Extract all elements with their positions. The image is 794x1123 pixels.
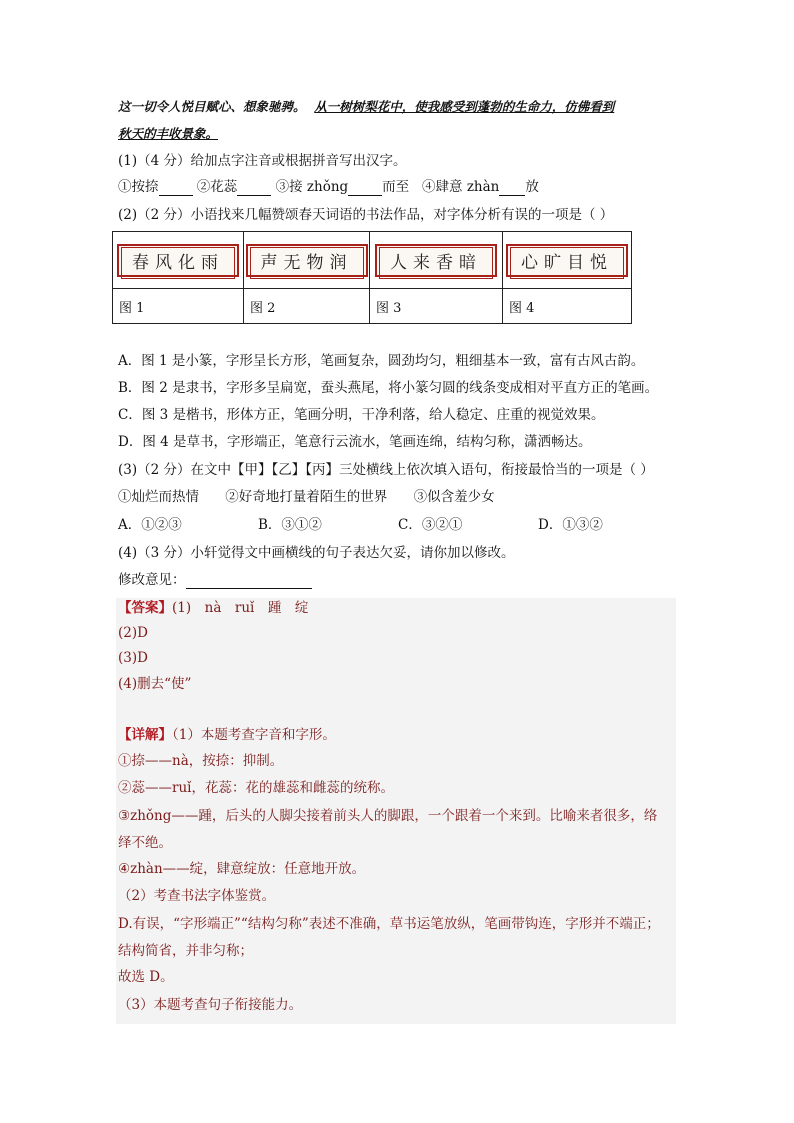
- detail-tag: 【详解】: [118, 727, 172, 743]
- caption-2: 图 2: [244, 289, 370, 324]
- detail-section-2-line-3: 故选 D。: [118, 969, 174, 985]
- detail-point-4: ④zhàn——绽，肆意绽放：任意地开放。: [118, 861, 366, 877]
- q3-option-c: C．③②①: [398, 517, 463, 533]
- q1-item-4-tail: 放: [525, 179, 539, 195]
- passage-line-1: [118, 98, 614, 116]
- q3-options: [118, 516, 603, 534]
- q1-item-3-tail: 而至: [382, 179, 410, 195]
- q2-option-a: A．图 1 是小篆，字形呈长方形，笔画复杂，圆劲均匀，粗细基本一致，富有古风古韵。: [118, 353, 645, 369]
- answer-3: (3)D: [118, 650, 148, 666]
- detail-point-3: ③zhǒng——踵，后头的人脚尖接着前头人的脚跟，一个跟着一个来到。比喻来者很多，络: [118, 808, 658, 824]
- detail-point-2: ②蕊——ruǐ，花蕊：花的雄蕊和雌蕊的统称。: [118, 780, 394, 796]
- answer-1: (1) nà ruǐ 踵 绽: [172, 600, 309, 616]
- q3-option-b: B．③①②: [258, 517, 322, 533]
- q3-choice-3: ③似含羞少女: [413, 489, 495, 505]
- answer-4: (4)删去“使”: [118, 676, 192, 692]
- q3-option-a: A．①②③: [118, 517, 182, 533]
- detail-section-3: （3）本题考查句子衔接能力。: [118, 997, 303, 1013]
- detail-point-1: ①捺——nà，按捺：抑制。: [118, 753, 284, 769]
- calligraphy-table: [112, 231, 632, 324]
- q1-items: [118, 178, 539, 196]
- calligraphy-image-1: 春风化雨: [113, 232, 244, 289]
- caption-3: 图 3: [370, 289, 503, 324]
- detail-intro: （1）本题考查字音和字形。: [172, 727, 336, 743]
- q2-stem: (2)（2 分）小语找来几幅赞颂春天词语的书法作品，对字体分析有误的一项是（ ）: [118, 207, 614, 223]
- passage-plain-text: 这一切令人悦目赋心、想象驰骋。: [118, 99, 306, 114]
- answer-2: (2)D: [118, 625, 148, 641]
- caption-4: 图 4: [503, 289, 632, 324]
- q3-option-d: D．①③②: [538, 517, 603, 533]
- q1-blank-2[interactable]: [237, 181, 271, 196]
- detail-section-2-line-1: D.有误，“字形端正”“结构匀称”表述不准确，草书运笔放纵，笔画带钩连，字形并不端正；: [118, 916, 660, 932]
- q1-stem: (1)（4 分）给加点字注音或根据拼音写出汉字。: [118, 153, 407, 169]
- detail-point-3-cont: 绎不绝。: [118, 835, 172, 851]
- detail-section-2-line-2: 结构简省，并非匀称；: [118, 943, 253, 959]
- calligraphy-image-4: 心旷目悦: [503, 232, 632, 289]
- q2-option-b: B．图 2 是隶书，字形多呈扁宽，蚕头燕尾，将小篆匀圆的线条变成相对平直方正的笔画。: [118, 380, 659, 396]
- q3-choice-1: ①灿烂而热情: [118, 489, 199, 505]
- caption-1: 图 1: [113, 289, 244, 324]
- q1-item-1: ①按捺: [118, 179, 159, 195]
- answer-tag: 【答案】: [118, 600, 172, 616]
- q3-choice-2: ②好奇地打量着陌生的世界: [225, 489, 388, 505]
- passage-underlined-sentence-end: 秋天的丰收景象。: [118, 126, 219, 141]
- q3-stem: (3)（2 分）在文中【甲】【乙】【丙】三处横线上依次填入语句，衔接最恰当的一项是（ ）: [118, 462, 654, 478]
- q3-choices: [118, 488, 495, 506]
- q1-item-3: ③接 zhǒng: [275, 179, 349, 195]
- passage-line-2: [118, 125, 218, 143]
- q1-item-2: ②花蕊: [196, 179, 238, 195]
- q1-blank-1[interactable]: [159, 181, 193, 196]
- answer-line-1: [118, 599, 308, 617]
- q4-stem: (4)（3 分）小轩觉得文中画横线的句子表达欠妥，请你加以修改。: [118, 545, 515, 561]
- q1-item-4: ④肆意 zhàn: [422, 179, 500, 195]
- passage-underlined-sentence: 从一树树梨花中，使我感受到蓬勃的生命力，仿佛看到: [314, 99, 615, 114]
- q1-blank-3[interactable]: [348, 181, 382, 196]
- q4-blank[interactable]: [186, 574, 312, 589]
- detail-section-2: （2）考查书法字体鉴赏。: [118, 888, 276, 904]
- q2-option-c: C．图 3 是楷书，形体方正，笔画分明，干净利落，给人稳定、庄重的视觉效果。: [118, 407, 605, 423]
- detail-intro-line: [118, 726, 336, 744]
- calligraphy-image-3: 人来香暗: [370, 232, 503, 289]
- q2-option-d: D．图 4 是草书，字形端正，笔意行云流水，笔画连绵，结构匀称，潇洒畅达。: [118, 434, 592, 450]
- q4-label: 修改意见：: [118, 572, 186, 588]
- q1-blank-4[interactable]: [499, 181, 525, 196]
- q4-answer-line: [118, 571, 312, 589]
- calligraphy-image-2: 声无物润: [244, 232, 370, 289]
